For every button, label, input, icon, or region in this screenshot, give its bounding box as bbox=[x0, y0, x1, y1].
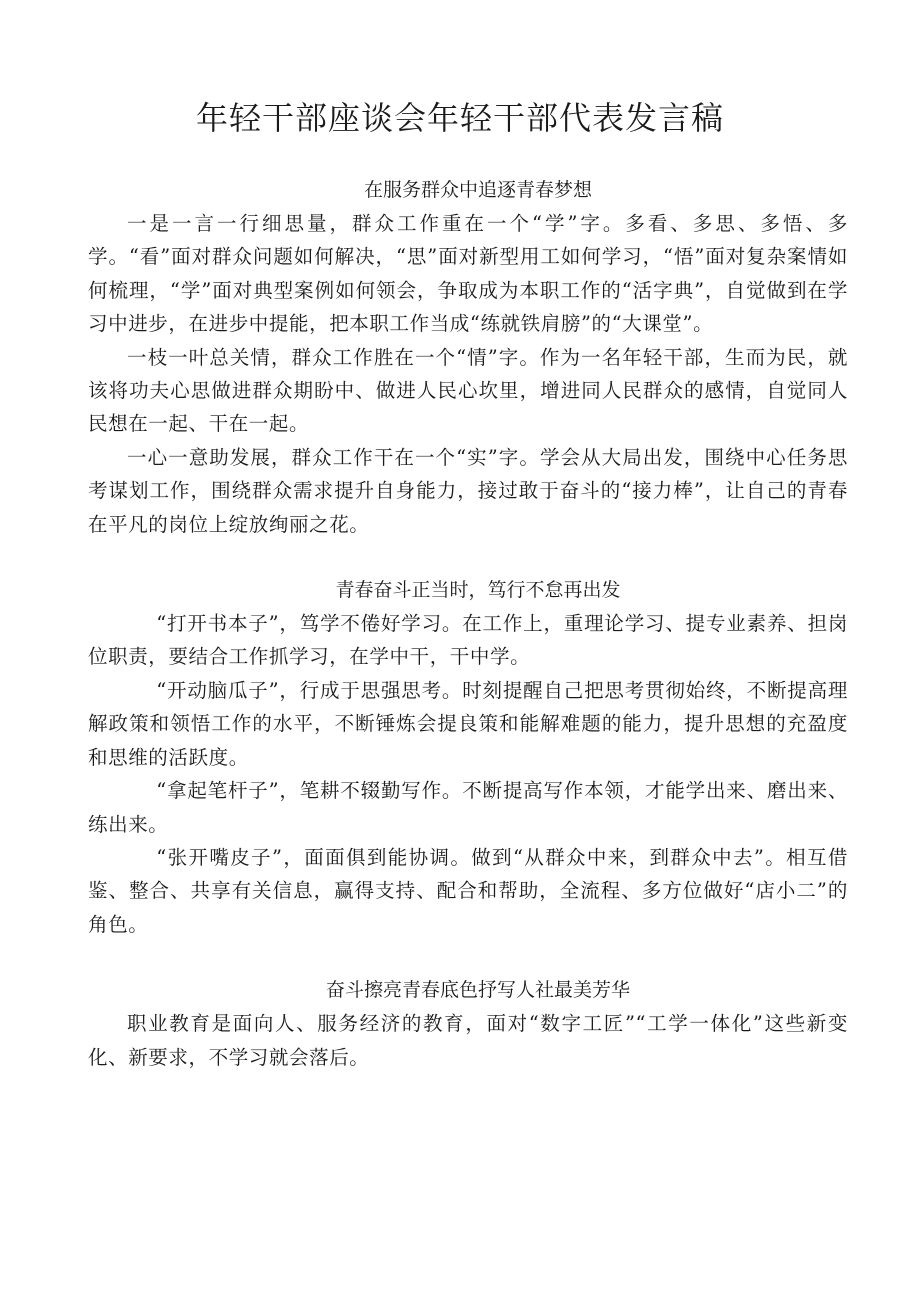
document-title: 年轻干部座谈会年轻干部代表发言稿 bbox=[195, 99, 724, 137]
document-body bbox=[88, 174, 848, 1074]
section-heading: 在服务群众中追逐青春梦想 bbox=[363, 179, 592, 201]
paragraph: “打开书本子”，笃学不倦好学习。在工作上，重理论学习、提专业素养、担岗位职责，要结合工作抓学习，在学中干，干中学。 bbox=[88, 612, 848, 669]
paragraph: 一枝一叶总关情，群众工作胜在一个“情”字。作为一名年轻干部，生而为民，就该将功夫心思做进群众期盼中、做进人民心坎里，增进同人民群众的感情，自觉同人民想在一起、干在一起。 bbox=[88, 345, 848, 436]
paragraph: “张开嘴皮子”，面面俱到能协调。做到“从群众中来，到群众中去”。相互借鉴、整合、共享有关信息，赢得支持、配合和帮助，全流程、多方位做好“店小二”的角色。 bbox=[88, 845, 848, 936]
section-youth-colors bbox=[88, 974, 848, 1074]
paragraph: 一是一言一行细思量，群众工作重在一个“学”字。多看、多思、多悟、多学。“看”面对群众问题如何解决，“思”面对新型用工如何学习，“悟”面对复杂案情如何梳理，“学”面对典型案例如何领会，争取成为本职工作的“活字典”，自觉做到在学习中进步，在进步中提能，把本职工作当成“练就铁肩膀”的“大课堂”。 bbox=[88, 212, 848, 336]
paragraph: 职业教育是面向人、服务经济的教育，面对“数字工匠”“工学一体化”这些新变化、新要求，不学习就会落后。 bbox=[88, 1012, 848, 1069]
paragraph: 一心一意助发展，群众工作干在一个“实”字。学会从大局出发，围绕中心任务思考谋划工作，围绕群众需求提升自身能力，接过敢于奋斗的“接力棒”，让自己的青春在平凡的岗位上绽放绚丽之花。 bbox=[88, 445, 848, 536]
paragraph: “拿起笔杆子”，笔耕不辍勤写作。不断提高写作本领，才能学出来、磨出来、练出来。 bbox=[88, 779, 848, 836]
section-serve-people bbox=[88, 174, 848, 541]
section-youth-struggle bbox=[88, 574, 848, 941]
section-heading: 青春奋斗正当时，笃行不怠再出发 bbox=[335, 579, 621, 602]
section-heading: 奋斗擦亮青春底色抒写人社最美芳华 bbox=[325, 979, 630, 1002]
paragraph: “开动脑瓜子”，行成于思强思考。时刻提醒自己把思考贯彻始终，不断提高理解政策和领悟工作的水平，不断锤炼会提良策和能解难题的能力，提升思想的充盈度和思维的活跃度。 bbox=[88, 678, 848, 769]
